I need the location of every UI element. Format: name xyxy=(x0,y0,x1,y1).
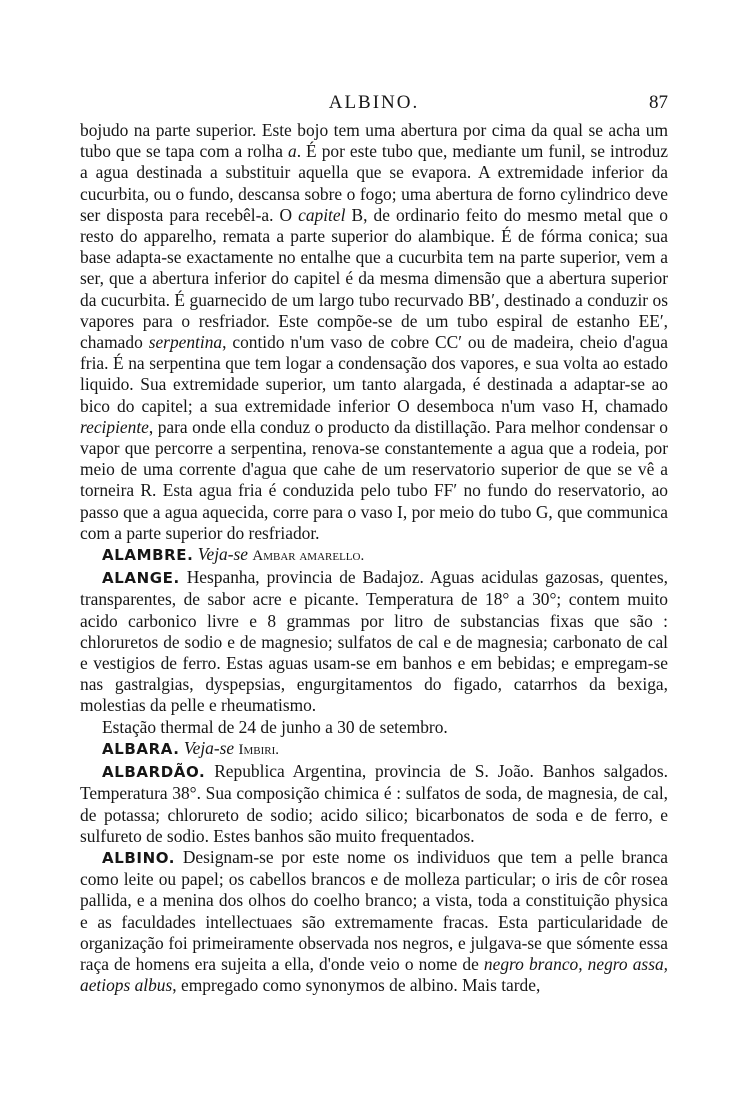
entry-text-end: , empregado como synonymos de albino. Mais tarde, xyxy=(172,975,541,996)
headword-albardao: ALBARDÃO. xyxy=(102,763,206,782)
headword-alambre: ALAMBRE. xyxy=(102,546,194,565)
entry-text: Designam-se por este nome os individuos que tem a pelle branca como leite ou papel; os cabellos brancos e de molleza particular; o iris de côr rosea pallida, e a menina dos olhos do coelho branco; a vista, toda a constituição physica e as faculdades intellectuaes são extremamente fracas. Esta particularidade de organização foi primeiramente observada nos negros, e julgava-se que sómente essa raça de homens era sujeita a ella, d'onde veio o nome de xyxy=(80,846,668,974)
headword-albino: ALBINO. xyxy=(102,848,176,867)
entry-alange-season: Estação thermal de 24 de junho a 30 de setembro. xyxy=(102,716,448,737)
entry-italic-terms: negro branco, negro assa, aetiops albus xyxy=(80,953,668,996)
entry-albara xyxy=(80,738,668,761)
cross-reference-target: Ambar amarello. xyxy=(252,548,365,565)
entry-alange xyxy=(80,567,668,716)
page-body xyxy=(80,120,668,996)
continued-paragraph: bojudo na parte superior. Este bojo tem uma abertura por cima da qual se acha um tubo que se tapa com a rolha a. É por este tubo que, mediante um funil, se introduz a agua destinada a substituir aquella que se evapora. A extremidade inferior da cucurbita, ou o fundo, descansa sobre o fogo; uma abertura de forno cylindrico deve ser disposta para recebêl-a. O capitel B, de ordinario feito do mesmo metal que o resto do apparelho, remata a parte superior do alambique. É de fórma conica; sua base adapta-se exactamente no entalhe que a cucurbita tem na parte superior, vem a ser, que a abertura inferior do capitel é da mesma dimensão que a abertura superior da cucurbita. É guarnecido de um largo tubo recurvado BB′, destinado a conduzir os vapores para o resfriador. Este compõe-se de um tubo espiral de estanho EE′, chamado serpentina, contido n'um vaso de cobre CC′ ou de madeira, cheio d'agua fria. É na serpentina que tem logar a condensação dos vapores, e sua volta ao estado liquido. Sua extremidade superior, um tanto alargada, é destinada a adaptar-se ao bico do capitel; a sua extremidade inferior O desemboca n'um vaso H, chamado recipiente, para onde ella conduz o producto da distillação. Para melhor condensar o vapor que percorre a serpentina, renova-se constantemente a agua que a rodeia, por meio de uma corrente d'agua que cahe de um reservatorio superior de que se vê a torneira R. Esta agua fria é conduzida pelo tubo FF′ no fundo do reservatorio, ao passo que a agua aquecida, corre para o vaso I, por meio do tubo G, que communica com a parte superior do resfriador. xyxy=(80,120,668,543)
page-number: 87 xyxy=(649,92,668,113)
entry-text: Hespanha, provincia de Badajoz. Aguas acidulas gazosas, quentes, transparentes, de sabor acre e picante. Temperatura de 18° a 30°; contem muito acido carbonico livre e 8 grammas por litro de substancias fixas que são : chloruretos de sodio e de magnesio; sulfatos de cal e de magnesia; carbonato de cal e vestigios de ferro. Estas aguas usam-se em banhos e em bebidas; e empregam-se nas gastralgias, dyspepsias, engurgitamentos do figado, catarrhos da bexiga, molestias da pelle e rheumatismo. xyxy=(80,567,668,716)
running-head xyxy=(80,92,668,120)
entry-albardao xyxy=(80,761,668,847)
entry-alambre xyxy=(80,544,668,567)
cross-reference-target: Imbiri. xyxy=(238,741,280,758)
entry-albino xyxy=(80,847,668,996)
headword-albara: ALBARA. xyxy=(102,739,180,758)
cross-reference-label: Veja-se xyxy=(183,737,235,758)
entry-text: Republica Argentina, provincia de S. João. Banhos salgados. Temperatura 38°. Sua composição chimica é : sulfatos de soda, de magnesia, de cal, de potassa; chlorureto de sodio; acido silico; bicarbonatos de soda e de ferro, e sulfureto de sodio. Estes banhos são muito frequentados. xyxy=(80,761,668,846)
dictionary-page xyxy=(80,92,668,996)
headword-alange: ALANGE. xyxy=(102,569,180,588)
cross-reference-label: Veja-se xyxy=(197,544,249,565)
running-title: ALBINO. xyxy=(328,92,420,113)
